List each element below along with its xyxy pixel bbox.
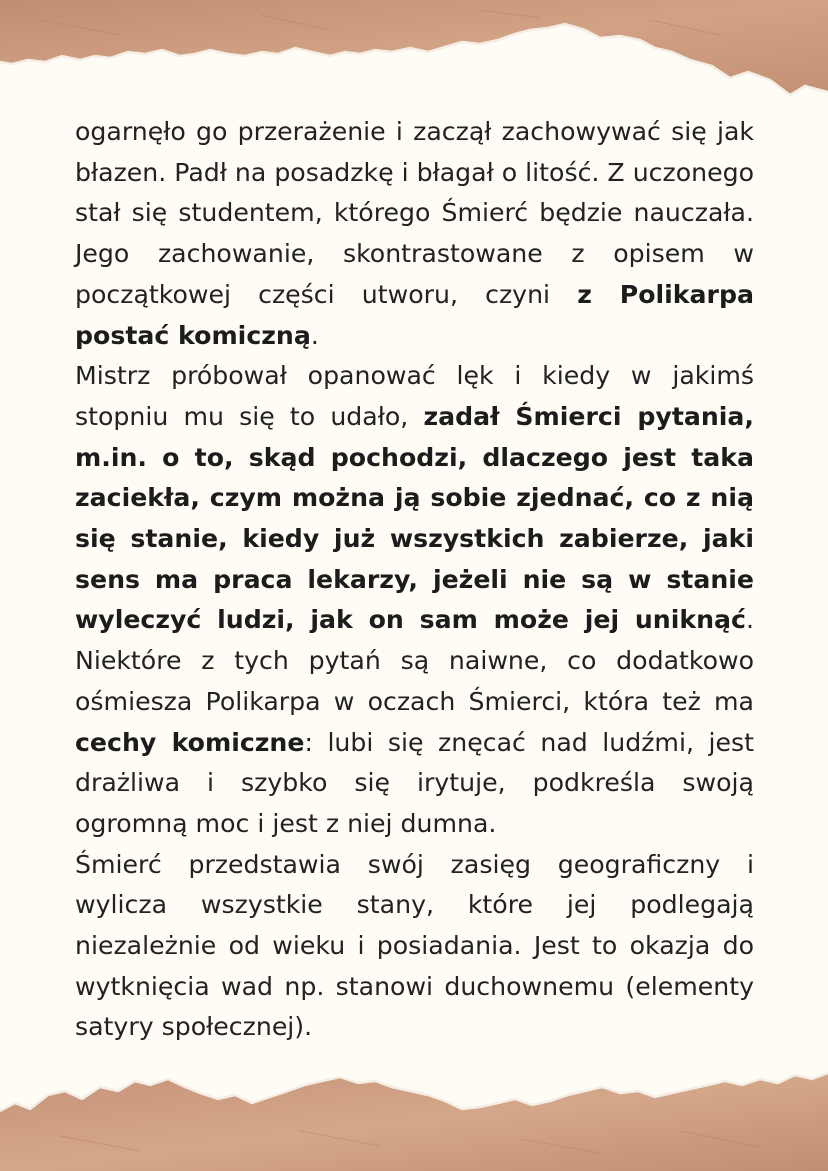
- paragraph-1: [75, 112, 754, 356]
- paragraph-2: [75, 356, 754, 844]
- text-segment: : lubi się znęcać nad ludźmi, jest drażliwa i szybko się irytuje, podkreśla swoją ogromną moc i jest z niej dumna.: [75, 727, 754, 838]
- torn-paper-bottom-decoration: [0, 1051, 828, 1171]
- bold-phrase: zadał Śmierci pytania, m.in. o to, skąd pochodzi, dlaczego jest taka zaciekła, czym można ją sobie zjednać, co z nią się stanie, kiedy już wszystkich zabierze, jaki sens ma praca lekarzy, jeżeli nie są w stanie wyleczyć ludzi, jak on sam może jej uniknąć: [75, 401, 754, 635]
- text-segment: ogarnęło go przerażenie i zaczął zachowywać się jak błazen. Padł na posadzkę i błagał o litość. Z uczonego stał się studentem, którego Śmierć będzie nauczała. Jego zachowanie, skontrastowane z opisem w początkowej części utworu, czyni: [75, 117, 754, 309]
- bold-phrase: cechy komiczne: [75, 727, 305, 757]
- bold-phrase: z Polikarpa postać komiczną: [75, 279, 754, 350]
- document-body: [75, 112, 754, 1048]
- text-segment: Mistrz próbował opanować lęk i kiedy w jakimś stopniu mu się to udało,: [75, 361, 754, 431]
- torn-paper-top-decoration: [0, 0, 828, 110]
- paragraph-3: [75, 845, 754, 1049]
- text-segment: . Niektóre z tych pytań są naiwne, co dodatkowo ośmiesza Polikarpa w oczach Śmierci, która też ma: [75, 605, 754, 716]
- text-segment: .: [310, 320, 319, 350]
- text-segment: Śmierć przedstawia swój zasięg geograficzny i wylicza wszystkie stany, które jej podlegają niezależnie od wieku i posiadania. Jest to okazja do wytknięcia wad np. stanowi duchownemu (elementy satyry społecznej).: [75, 849, 754, 1042]
